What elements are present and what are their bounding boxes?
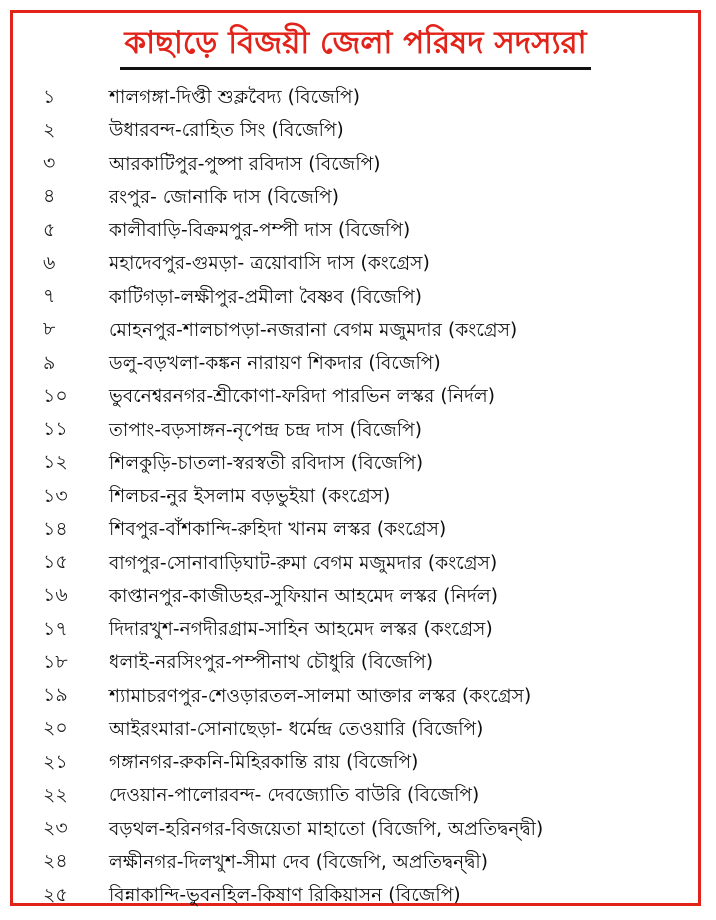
item-number: ১১ <box>43 418 68 441</box>
item-text: শালগঙ্গা-দিপ্তী শুক্লবৈদ্য (বিজেপি) <box>109 87 361 109</box>
item-text: তাপাং-বড়সাঙ্গন-নৃপেন্দ্র চন্দ্র দাস (বিজেপি) <box>109 419 423 441</box>
item-text: রংপুর- জোনাকি দাস (বিজেপি) <box>109 186 340 208</box>
item-text: আরকাটিপুর-পুষ্পা রবিদাস (বিজেপি) <box>109 153 381 175</box>
item-text: ভুবনেশ্বরনগর-শ্রীকোণা-ফরিদা পারভিন লস্কর (নির্দল) <box>109 386 496 408</box>
list-item <box>13 847 698 880</box>
title-container <box>13 21 698 70</box>
list-item <box>13 747 698 780</box>
item-text: লক্ষীনগর-দিলখুশ-সীমা দেব (বিজেপি, অপ্রতিদ্বন্দ্বী) <box>109 851 489 873</box>
list-item <box>13 681 698 714</box>
item-text: দেওয়ান-পালোরবন্দ- দেবজ্যোতি বাউরি (বিজেপি) <box>109 785 480 807</box>
item-number: ১৬ <box>43 584 68 607</box>
page-title: কাছাড়ে বিজয়ী জেলা পরিষদ সদস্যরা <box>120 21 590 70</box>
item-text: শিবপুর-বাঁশকান্দি-রুহিদা খানম লস্কর (কংগ্রেস) <box>109 519 447 541</box>
item-number: ৫ <box>43 218 56 241</box>
list-item <box>13 780 698 813</box>
item-text: ধলাই-নরসিংপুর-পম্পীনাথ চৌধুরি (বিজেপি) <box>109 652 434 674</box>
item-number: ১৮ <box>43 650 68 673</box>
list-item <box>13 614 698 647</box>
item-text: কাটিগড়া-লক্ষীপুর-প্রমীলা বৈষ্ণব (বিজেপি) <box>109 286 423 308</box>
item-number: ১৩ <box>43 484 68 507</box>
item-number: ২৫ <box>43 883 68 906</box>
item-text: বড়থল-হরিনগর-বিজয়েতা মাহাতো (বিজেপি, অপ্রতিদ্বন্দ্বী) <box>109 818 544 840</box>
item-text: আইরংমারা-সোনাছেড়া- ধর্মেন্দ্র তেওয়ারি (বিজেপি) <box>109 718 484 740</box>
list-item <box>13 647 698 680</box>
list-item <box>13 182 698 215</box>
item-text: মোহনপুর-শালচাপড়া-নজরানা বেগম মজুমদার (কংগ্রেস) <box>109 319 518 341</box>
member-list <box>13 82 698 913</box>
item-text: গঙ্গানগর-রুকনি-মিহিরকান্তি রায় (বিজেপি) <box>109 752 419 774</box>
item-number: ১৪ <box>43 517 68 540</box>
list-item <box>13 880 698 913</box>
list-item <box>13 448 698 481</box>
item-number: ৯ <box>43 351 56 374</box>
item-number: ২৪ <box>43 850 68 873</box>
document-frame <box>10 10 701 906</box>
item-number: ১৯ <box>43 684 68 707</box>
item-number: ১২ <box>43 451 68 474</box>
item-text: মহাদেবপুর-গুমড়া- ত্রয়োবাসি দাস (কংগ্রেস) <box>109 253 430 275</box>
list-item <box>13 381 698 414</box>
list-item <box>13 714 698 747</box>
list-item <box>13 514 698 547</box>
list-item <box>13 581 698 614</box>
list-item <box>13 115 698 148</box>
item-number: ১০ <box>43 384 68 407</box>
item-number: ১৭ <box>43 617 68 640</box>
item-text: বাগপুর-সোনাবাড়িঘাট-রুমা বেগম মজুমদার (কংগ্রেস) <box>109 552 498 574</box>
item-number: ২২ <box>43 783 68 806</box>
item-text: শ্যামাচরণপুর-শেওড়ারতল-সালমা আক্তার লস্কর (কংগ্রেস) <box>109 685 532 707</box>
list-item <box>13 415 698 448</box>
item-number: ৩ <box>43 152 56 175</box>
item-text: কালীবাড়ি-বিক্রমপুর-পম্পী দাস (বিজেপি) <box>109 220 411 242</box>
item-text: বিন্নাকান্দি-ভুবনহিল-কিষাণ রিকিয়াসন (বিজেপি) <box>109 885 461 907</box>
list-item <box>13 548 698 581</box>
list-item <box>13 82 698 115</box>
list-item <box>13 248 698 281</box>
item-text: শিলকুড়ি-চাতলা-স্বরস্বতী রবিদাস (বিজেপি) <box>109 452 424 474</box>
list-item <box>13 481 698 514</box>
item-text: ডলু-বড়খলা-কঙ্কন নারায়ণ শিকদার (বিজেপি) <box>109 353 441 375</box>
item-number: ২০ <box>43 717 68 740</box>
item-number: ৮ <box>43 318 56 341</box>
item-text: শিলচর-নুর ইসলাম বড়ভুইয়া (কংগ্রেস) <box>109 486 391 508</box>
item-text: কাপ্তানপুর-কাজীডহর-সুফিয়ান আহমেদ লস্কর (নির্দল) <box>109 585 499 607</box>
item-text: উধারবন্দ-রোহিত সিং (বিজেপি) <box>109 120 344 142</box>
item-number: ২৩ <box>43 817 68 840</box>
item-number: ২ <box>43 118 56 141</box>
list-item <box>13 282 698 315</box>
item-text: দিদারখুশ-নগদীরগ্রাম-সাহিন আহমেদ লস্কর (কংগ্রেস) <box>109 619 493 641</box>
list-item <box>13 149 698 182</box>
item-number: ২১ <box>43 750 68 773</box>
item-number: ৬ <box>43 251 56 274</box>
item-number: ১ <box>43 85 56 108</box>
list-item <box>13 814 698 847</box>
list-item <box>13 215 698 248</box>
list-item <box>13 315 698 348</box>
item-number: ৪ <box>43 185 56 208</box>
item-number: ১৫ <box>43 551 68 574</box>
list-item <box>13 348 698 381</box>
item-number: ৭ <box>43 285 56 308</box>
